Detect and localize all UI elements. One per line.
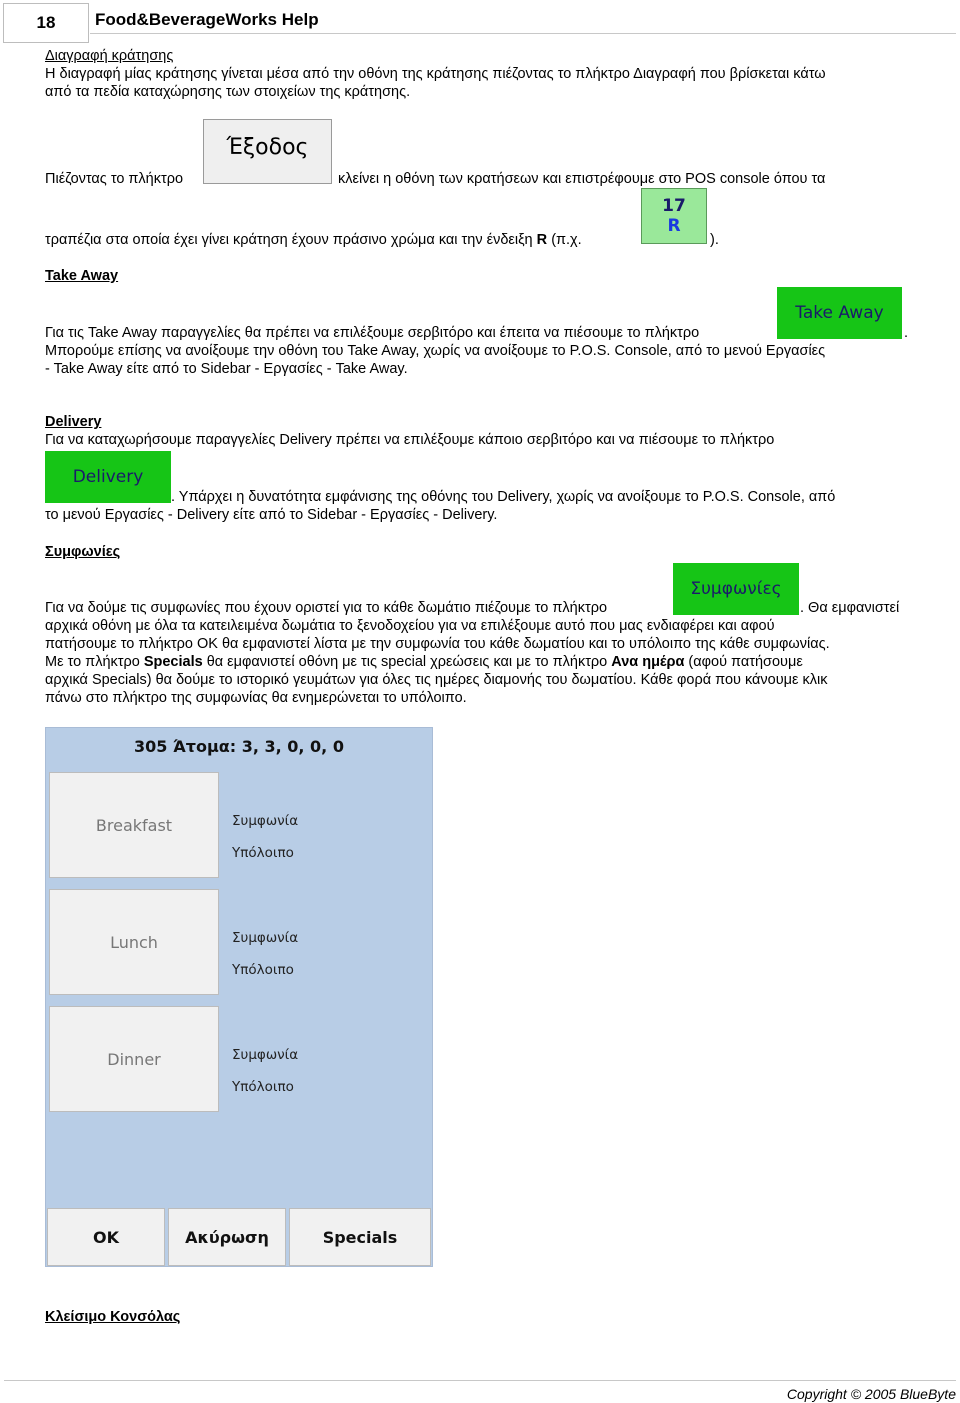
tables-text-eg: (π.χ. [551, 232, 582, 248]
agreements-text-4a: Με το πλήκτρο [45, 654, 140, 670]
agreements-text-6: πάνω στο πλήκτρο της συμφωνίας θα ενημερώνεται το υπόλοιπο. [45, 690, 467, 706]
agreements-text-4c: θα εμφανιστεί οθόνη με τις special χρεώσεις και με το πλήκτρο [206, 654, 608, 670]
meal-agreement-breakfast: Συμφωνία [232, 813, 299, 829]
tables-text-pre: τραπέζια στα οποία έχει γίνει κράτηση έχουν πράσινο χρώμα και την ένδειξη [45, 232, 533, 248]
meal-agreement-lunch: Συμφωνία [232, 930, 299, 946]
meal-button-dinner[interactable]: Dinner [49, 1006, 219, 1112]
takeaway-button[interactable]: Take Away [777, 287, 902, 339]
takeaway-text-1-end: . [904, 325, 909, 341]
agreements-text-1: Για να δούμε τις συμφωνίες που έχουν οριστεί για το κάθε δωμάτιο πιέζουμε το πλήκτρο [45, 600, 608, 616]
agreements-heading: Συμφωνίες [45, 544, 121, 560]
copyright: Copyright © 2005 BlueByte [786, 1386, 956, 1402]
delivery-button[interactable]: Delivery [45, 451, 171, 503]
tables-text [45, 232, 582, 248]
tables-text-end: ). [710, 232, 719, 248]
agreements-dialog [45, 727, 433, 1267]
table-17-button[interactable] [641, 188, 707, 244]
tables-text-flag: R [536, 232, 548, 248]
meal-balance-breakfast: Υπόλοιπο [232, 845, 294, 861]
takeaway-text-3: - Take Away είτε από το Sidebar - Εργασίες - Take Away. [45, 361, 408, 377]
page-number: 18 [3, 3, 89, 43]
takeaway-text-2: Μπορούμε επίσης να ανοίξουμε την οθόνη του Take Away, χωρίς να ανοίξουμε το P.O.S. Console, από το μενού Εργασίες [45, 343, 826, 359]
agreements-text-4 [45, 654, 803, 670]
delete-heading: Διαγραφή κράτησης [45, 48, 174, 64]
meal-balance-dinner: Υπόλοιπο [232, 1079, 294, 1095]
meal-button-breakfast[interactable]: Breakfast [49, 772, 219, 878]
agreements-text-3: πατήσουμε το πλήκτρο OK θα εμφανιστεί λίστα με την συμφωνία του κάθε δωματίου και το υπόλοιπο της κάθε συμφωνίας. [45, 636, 830, 652]
agreements-text-4d: Ανα ημέρα [611, 654, 685, 670]
table-number: 17 [662, 196, 686, 216]
table-reserved-flag: R [667, 216, 681, 236]
delete-text-2: από τα πεδία καταχώρησης των στοιχείων της κράτησης. [45, 84, 411, 100]
specials-button[interactable]: Specials [289, 1208, 431, 1266]
ok-button[interactable]: OK [47, 1208, 165, 1266]
agreements-text-4b: Specials [143, 654, 203, 670]
cancel-button[interactable]: Ακύρωση [168, 1208, 286, 1266]
meal-balance-lunch: Υπόλοιπο [232, 962, 294, 978]
help-title: Food&BeverageWorks Help [95, 10, 319, 29]
footer-divider [4, 1380, 956, 1381]
delivery-text-2: . Υπάρχει η δυνατότητα εμφάνισης της οθόνης του Delivery, χωρίς να ανοίξουμε το P.O.S. Console, από [171, 489, 836, 505]
exit-text-post: κλείνει η οθόνη των κρατήσεων και επιστρέφουμε στο POS console όπου τα [338, 171, 826, 187]
exit-button[interactable]: Έξοδος [203, 119, 332, 184]
delivery-text-1: Για να καταχωρήσουμε παραγγελίες Delivery πρέπει να επιλέξουμε κάποιο σερβιτόρο και να πιέσουμε το πλήκτρο [45, 432, 775, 448]
close-console-heading: Κλείσιμο Κονσόλας [45, 1309, 181, 1325]
header-divider [90, 33, 956, 34]
exit-text-pre: Πιέζοντας το πλήκτρο [45, 171, 184, 187]
agreements-text-4e: (αφού πατήσουμε [688, 654, 803, 670]
dialog-title: 305 Άτομα: 3, 3, 0, 0, 0 [134, 737, 344, 756]
agreements-text-2: αρχικά οθόνη με όλα τα κατειλειμένα δωμάτια το ξενοδοχείου για να επιλέξουμε αυτό που μας ενδιαφέρει και αφού [45, 618, 775, 634]
delivery-heading: Delivery [45, 414, 102, 430]
agreements-text-5: αρχικά Specials) θα δούμε το ιστορικό γευμάτων για όλες τις ημέρες διαμονής του δωματίου. Κάθε φορά που κάνουμε κλικ [45, 672, 828, 688]
delivery-text-3: το μενού Εργασίες - Delivery είτε από το Sidebar - Εργασίες - Delivery. [45, 507, 498, 523]
meal-agreement-dinner: Συμφωνία [232, 1047, 299, 1063]
agreements-text-1-end: . Θα εμφανιστεί [800, 600, 900, 616]
agreements-button[interactable]: Συμφωνίες [673, 563, 799, 615]
delete-text-1: Η διαγραφή μίας κράτησης γίνεται μέσα από την οθόνη της κράτησης πιέζοντας το πλήκτρο Διαγραφή που βρίσκεται κάτω [45, 66, 826, 82]
takeaway-text-1: Για τις Take Away παραγγελίες θα πρέπει να επιλέξουμε σερβιτόρο και έπειτα να πιέσουμε το πλήκτρο [45, 325, 700, 341]
meal-button-lunch[interactable]: Lunch [49, 889, 219, 995]
takeaway-heading: Take Away [45, 268, 119, 284]
